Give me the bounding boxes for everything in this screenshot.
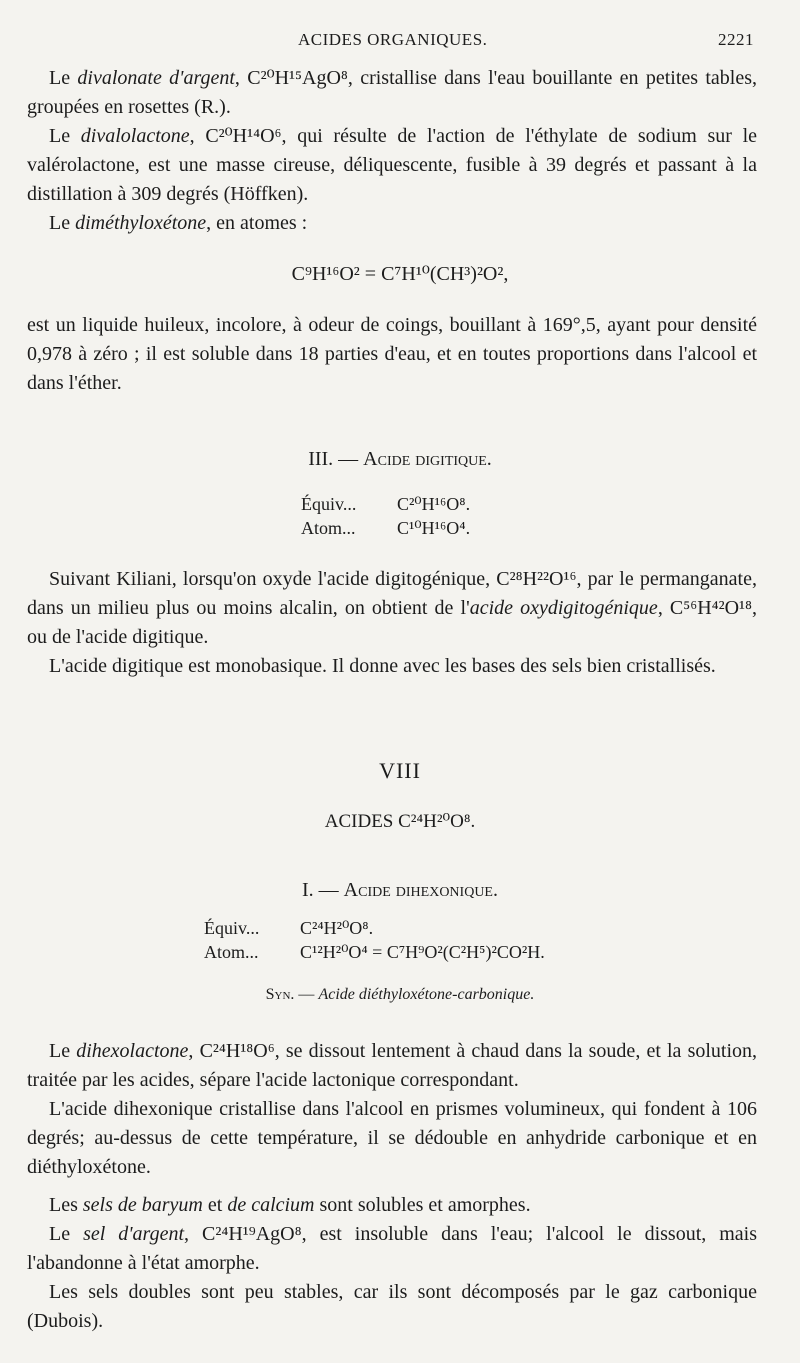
synonym-label: Syn. — — [265, 986, 315, 1003]
paragraph-dimethyl-description: est un liquide huileux, incolore, à odeur de coings, bouillant à 169°,5, ayant pour densité 0,978 à zéro ; il est soluble dans 18 parties d'eau, et en toutes proportions dans l'alcool et dans l'éther. — [27, 314, 757, 394]
term-sels-baryum: sels de baryum — [82, 1194, 203, 1216]
equiv-label: Équiv... — [204, 918, 260, 938]
chapter-number: VIII — [379, 758, 421, 783]
paragraph-sels-doubles: Les sels doubles sont peu stables, car ils sont décomposés par le gaz carbonique (Dubois). — [27, 1281, 757, 1332]
equiv-value: C²⁴H²⁰O⁸. — [300, 918, 374, 938]
formula-dimethyloxetone: C⁹H¹⁶O² = C⁷H¹⁰(CH³)²O², — [291, 263, 509, 285]
term-divalolactone: divalolactone — [80, 125, 190, 147]
formula: C²⁸H²²O¹⁶ — [496, 568, 577, 590]
section-heading-digitique: III. — Acide digitique. — [308, 448, 492, 470]
paragraph-kiliani: Suivant Kiliani, lorsqu'on oxyde l'acide digitogénique, C²⁸H²²O¹⁶, par le permanganate, dans un milieu plus ou moins alcalin, on obtient de l'acide oxydigitogénique, C⁵⁶H⁴²O¹⁸, ou de l'acide digitique. — [27, 568, 758, 648]
term-sel-argent: sel d'argent — [83, 1223, 185, 1245]
paragraph-dihexolactone: Le dihexolactone, C²⁴H¹⁸O⁶, se dissout lentement à chaud dans la soude, et la solution, traitée par les acides, sépare l'acide lactonique correspondant. — [27, 1040, 758, 1091]
term-divalonate: divalonate d'argent — [77, 67, 235, 89]
synonym-value: Acide diéthyloxétone-carbonique. — [318, 986, 535, 1003]
equivalents-table-dihexonique — [204, 916, 545, 964]
synonym-line — [0, 986, 800, 1004]
paragraph-dimethyloxetone: Le diméthyloxétone, en atomes : — [49, 212, 308, 234]
section-heading-dihexonique: I. — Acide dihexonique. — [302, 879, 498, 901]
formula: C²⁰H¹⁴O⁶ — [205, 125, 282, 147]
term-dimethyloxetone: diméthyloxétone — [75, 212, 207, 234]
paragraph-monobasique: L'acide digitique est monobasique. Il donne avec les bases des sels bien cristallisés. — [49, 655, 716, 677]
paragraph-divalonate: Le divalonate d'argent, C²⁰H¹⁵AgO⁸, cristallise dans l'eau bouillante en petites tables, groupées en rosettes (R.). — [27, 67, 758, 118]
paragraph-sel-argent: Le sel d'argent, C²⁴H¹⁹AgO⁸, est insoluble dans l'eau; l'alcool le dissout, mais l'abandonne à l'état amorphe. — [27, 1223, 758, 1274]
paragraph-sels: Les sels de baryum et de calcium sont solubles et amorphes. — [49, 1194, 531, 1216]
formula: C²⁴H¹⁸O⁶ — [199, 1040, 275, 1062]
term-oxydigitogenique: acide oxydigitogénique — [469, 597, 658, 619]
formula: C²⁴H¹⁹AgO⁸ — [202, 1223, 302, 1245]
atom-value: C¹²H²⁰O⁴ = C⁷H⁹O²(C²H⁵)²CO²H. — [300, 942, 545, 962]
atom-label: Atom... — [204, 942, 259, 962]
equiv-value: C²⁰H¹⁶O⁸. — [397, 494, 471, 514]
atom-label: Atom... — [301, 518, 356, 538]
paragraph-divalolactone: Le divalolactone, C²⁰H¹⁴O⁶, qui résulte de l'action de l'éthylate de sodium sur le valérolactone, est une masse cireuse, déliquescente, fusible à 39 degrés et passant à la distillation à 309 degrés (Höffken). — [27, 125, 758, 205]
equiv-label: Équiv... — [301, 494, 357, 514]
term-dihexolactone: dihexolactone — [76, 1040, 189, 1062]
paragraph-dihexonique: L'acide dihexonique cristallise dans l'alcool en prismes volumineux, qui fondent à 106 degrés; au-dessus de cette température, il se dédouble en anhydride carbonique et en diéthyloxétone. — [27, 1098, 757, 1178]
header-title: ACIDES ORGANIQUES. — [298, 30, 488, 49]
equivalents-table-digitique — [301, 492, 470, 540]
atom-value: C¹⁰H¹⁶O⁴. — [397, 518, 471, 538]
formula: C²⁰H¹⁵AgO⁸ — [247, 67, 348, 89]
formula: C⁵⁶H⁴²O¹⁸ — [669, 597, 753, 619]
term-calcium: de calcium — [227, 1194, 315, 1216]
running-header — [0, 30, 800, 54]
page-number: 2221 — [718, 30, 754, 49]
chapter-title: ACIDES C²⁴H²⁰O⁸. — [324, 811, 476, 832]
